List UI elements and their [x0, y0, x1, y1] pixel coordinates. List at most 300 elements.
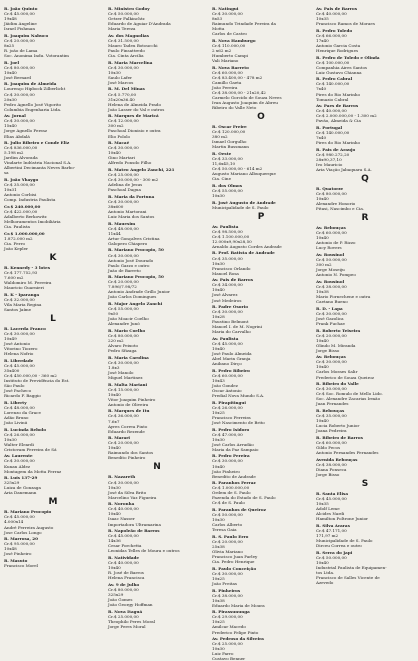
- entry-line: Cr.$ 25.000,00: [108, 172, 139, 178]
- entry-line: Cr.$ 30.000,00: [108, 145, 139, 151]
- entry-address: R. Marrosa, 20: [4, 536, 38, 542]
- entry-line: Cr.$ 45.000,00: [4, 362, 35, 368]
- section-letter-heading: Q: [361, 174, 369, 185]
- listing-entry: [212, 124, 310, 149]
- listing-entry: [212, 65, 310, 110]
- entry-line: Cr.$ 80.000,00: [316, 191, 347, 197]
- entry-line: Lourenço Hipbock Zilberlicht: [4, 86, 66, 92]
- entry-line: Cristovam Ferreira de Sá: [4, 446, 57, 452]
- entry-line: Maria do Carvalho: [212, 329, 251, 335]
- entry-address: R. Prof. Batista de Andrade: [212, 250, 275, 256]
- entry-line: Cr.$ 30.000,00: [316, 386, 347, 392]
- entry-line: Paulo Finsattredo: [108, 47, 145, 53]
- entry-address: R. Luís 137-29: [4, 475, 38, 481]
- entry-line: Luiz Gustavo Chianna: [316, 69, 362, 75]
- entry-line: Melhoramentos Imobiliária: [4, 219, 61, 225]
- entry-line: Carlos Alberto: [212, 522, 243, 528]
- entry-line: 10x40: [316, 235, 329, 241]
- entry-line: Cr.$ 80.000,00: [4, 64, 35, 70]
- entry-line: Cr.$ 40.000,00: [316, 11, 347, 17]
- entry-line: Cr.$ 40.000,00: [108, 560, 139, 566]
- listing-entry: [4, 140, 102, 175]
- entry-line: Jose Carlos Longo: [4, 529, 42, 535]
- entry-line: Mauro Tadeu Botoucchi: [108, 42, 158, 48]
- entry-line: Cr.$ de S. Paulo: [212, 500, 245, 506]
- entry-line: Mario Fornechene e outra: [316, 294, 371, 300]
- listing-entry: [108, 328, 206, 353]
- entry-line: 11x44: [108, 230, 121, 236]
- entry-line: Alvaro Peixoto: [108, 343, 138, 349]
- entry-line: Cia. Cine: [212, 176, 231, 182]
- listing-entry: [4, 204, 102, 229]
- entry-line: Francisco Ferreira: [212, 414, 251, 420]
- entry-line: Cr.$ 34.000,00: [212, 282, 243, 288]
- entry-line: Antonio Corbisi: [4, 192, 37, 198]
- entry-line: Eduardo Rezende: [108, 428, 145, 434]
- entry-line: Antonio Andrade Grillo Junior: [108, 289, 170, 295]
- entry-line: Kunan Aldez: [4, 463, 31, 469]
- listing-entry: [4, 292, 102, 312]
- listing-entry: [108, 555, 206, 580]
- entry-line: Cr.$ 5.770,00: [108, 91, 137, 97]
- entry-line: Adalberto Berkowitz: [4, 213, 47, 219]
- entry-address: R. Paranhos de Queiroz: [212, 507, 266, 513]
- entry-line: Cr.$ 48.000,00: [108, 225, 139, 231]
- entry-line: Pires do Rio Marinho: [316, 140, 361, 146]
- entry-line: Luiz Farro: [212, 651, 234, 657]
- entry-address: R. Santa Elisa: [316, 490, 348, 496]
- entry-address: R. Liberdade: [4, 357, 34, 363]
- listing-entry: [316, 328, 414, 353]
- entry-line: Helena Francisca: [108, 575, 145, 581]
- section-letter-heading: R: [361, 213, 369, 224]
- entry-line: R. joão de Lama: [4, 47, 38, 53]
- entry-line: 10x40: [316, 559, 329, 565]
- listing-entry: [108, 113, 206, 138]
- entry-line: Arnaldo Augusto Cordes Andrade: [212, 243, 282, 249]
- entry-line: Paschoal Dagua: [108, 187, 141, 193]
- listing-entry: [316, 55, 414, 75]
- entry-line: Francisco Ramos de Moraes: [316, 21, 375, 27]
- listing-entry: [212, 427, 310, 452]
- entry-line: Companhia Aires Santos: [316, 64, 368, 70]
- entry-line: João Gomes: [108, 596, 133, 602]
- entry-address: R. Mario Coelho: [108, 327, 146, 333]
- entry-line: 10x40: [212, 287, 225, 293]
- entry-line: Teresa Gaia: [212, 527, 237, 533]
- entry-address: Av. Pais de Barros: [316, 6, 358, 11]
- entry-address: Av. Laurente: [4, 453, 33, 459]
- entry-line: Albertini Decimanta Neves Barbo-: [4, 165, 76, 171]
- entry-line: Jorge Peres Moral: [108, 623, 146, 629]
- entry-line: Cr.$ 30.000,00: [108, 198, 139, 204]
- entry-line: 10x30: [212, 646, 225, 652]
- entry-line: Cia. Cinta Arcilia: [108, 53, 144, 59]
- entry-line: Vali Mariano: [212, 58, 239, 64]
- entry-line: Humberto Campi: [212, 53, 248, 59]
- entry-address: R. Napoleão de Barros: [108, 528, 160, 534]
- entry-line: Helena de Almeida Prado: [108, 101, 161, 107]
- listing-entry: [212, 336, 310, 366]
- entry-line: Jorge Bisso: [316, 347, 340, 353]
- entry-line: Isaac Nasser: [108, 516, 135, 522]
- listing-entry: [4, 326, 102, 356]
- entry-line: João Pinheiro: [212, 468, 240, 474]
- entry-address: R. Mariano Procopio, 50: [108, 274, 164, 280]
- entry-line: Frank Fuchae: [316, 320, 345, 326]
- entry-line: 10x35: [316, 500, 329, 506]
- listing-entry: [108, 167, 206, 192]
- entry-line: Custavo Benner: [212, 656, 246, 661]
- entry-line: Cr.$ 31.500,00: [108, 37, 139, 43]
- section-letter-heading: L: [50, 313, 56, 324]
- entry-address: R. Natingui: [212, 6, 239, 11]
- entry-address: R. Masuto: [4, 558, 28, 563]
- listing-entry: [108, 194, 206, 219]
- entry-line: Cr.$ 33.000,00: [212, 156, 243, 161]
- entry-line: José Gazolica: [316, 315, 344, 321]
- listing-entry: [316, 457, 414, 477]
- entry-line: José Nascimento de Brito: [212, 419, 265, 425]
- entry-line: 8x53: [212, 16, 223, 22]
- entry-line: Cr.$ 95.000,00: [4, 541, 35, 547]
- entry-address: R. Kennedy - 3 lotes: [4, 264, 51, 270]
- entry-line: Jardim Alvorada: [4, 155, 38, 161]
- listing-entry: [212, 400, 310, 425]
- entry-line: 20x30: [4, 96, 17, 102]
- entry-line: Augusto Mariano Albuquerque: [212, 171, 276, 177]
- entry-line: André Ferreira Augusto: [4, 524, 54, 530]
- entry-line: 10x48: [4, 546, 17, 552]
- entry-line: José Marcos: [108, 79, 134, 85]
- entry-line: Maria da Paz Sampaio: [212, 446, 259, 452]
- column-3: [212, 6, 310, 661]
- entry-address: R. Mariano Procopio: [4, 509, 52, 515]
- listing-entry: [108, 582, 206, 607]
- listing-entry: [4, 81, 102, 111]
- entry-line: Cr.$ 422.000,00: [4, 208, 38, 214]
- entry-address: R. Noronha: [108, 501, 135, 507]
- entry-line: Cr.$ 80.000,00: [108, 586, 139, 592]
- entry-address: R. Malta Mariani: [108, 381, 148, 387]
- entry-line: Cr.$ 25.000,00: [212, 641, 243, 647]
- entry-line: Cr.$ 20.000,00: [108, 279, 139, 285]
- entry-line: Olivia Mariano: [212, 549, 243, 555]
- entry-line: Galopero Chiapero: [108, 240, 148, 246]
- entry-address: Av. Pedroso da Silveira: [212, 636, 264, 642]
- entry-line: José Paulo Almeida: [212, 351, 252, 357]
- entry-line: João Kepler: [4, 245, 28, 251]
- entry-line: São Paulo: [4, 383, 25, 389]
- entry-line: 10x38: [316, 289, 329, 294]
- entry-line: Cr.$ 1.000.000,00: [212, 485, 250, 491]
- listing-entry: [108, 86, 206, 111]
- listing-entry: [4, 558, 102, 568]
- entry-address: R. Julio Ribeiro e Conde Eliz: [4, 140, 70, 146]
- entry-line: Diana Fonseca: [316, 466, 347, 472]
- entry-line: Motta: [212, 26, 225, 32]
- entry-address: R. Nova Hamburgo: [212, 37, 256, 43]
- entry-address: R. Maria Carolina: [108, 354, 149, 360]
- entry-line: Cr.$ 100.000,00: [316, 59, 350, 65]
- entry-line: Walter Eleardi: [4, 441, 34, 447]
- entry-line: 325x29: [108, 591, 124, 597]
- listing-entry: [108, 355, 206, 380]
- entry-line: Santos Jaíme: [4, 306, 32, 312]
- listing-entry: [4, 536, 102, 556]
- entry-line: Cr.$ 177.752,93: [4, 269, 38, 275]
- entry-line: 5.198 m2: [4, 150, 24, 156]
- entry-line: 380 m2: [212, 134, 228, 140]
- entry-line: 14x36: [108, 538, 121, 544]
- entry-line: 15x40: [4, 123, 17, 129]
- entry-line: Antonio de P. Rizzo: [316, 240, 356, 246]
- entry-line: Benedito Pinheiro: [108, 455, 146, 461]
- entry-address: R. Pedro Toledo: [316, 27, 353, 33]
- entry-line: Cr.$ 30.000,00: [108, 64, 139, 70]
- entry-line: Carmelo Gorcido de Souza Neves: [212, 94, 282, 100]
- entry-line: Cr.$ 30.000,00: [4, 330, 35, 336]
- listing-entry: [4, 265, 102, 290]
- entry-line: José Manolo: [108, 369, 134, 375]
- entry-line: Faustino Belmont: [212, 319, 249, 325]
- entry-line: João Gondez: [212, 383, 238, 389]
- entry-line: José Pinheiro: [4, 551, 32, 557]
- listing-entry: [108, 221, 206, 246]
- entry-line: Pitasi, Nascimbo e Cia.: [316, 206, 365, 212]
- entry-line: Antonio Martorani: [108, 208, 147, 214]
- entry-line: 10x40: [108, 511, 121, 517]
- listing-entry: [212, 6, 310, 36]
- entry-line: Raimundo Trindade Pereira da: [212, 21, 276, 27]
- listing-entry: [108, 6, 206, 31]
- entry-line: Paschoal Dionisio e outra: [108, 128, 161, 134]
- entry-line: sa: [4, 170, 9, 176]
- entry-line: Cr.$ 83.400,00 - 478 m2: [212, 74, 263, 80]
- entry-address: Cr.$ 240.000,00: [4, 203, 41, 209]
- entry-line: 10x35: [316, 16, 329, 22]
- section-letter-heading: N: [153, 462, 161, 473]
- entry-line: Henrique Rodrigues: [316, 47, 359, 53]
- entry-line: tos Ltda.: [316, 569, 335, 575]
- entry-line: 10x30: [212, 517, 225, 523]
- entry-line: 28x90,37,10: [316, 156, 342, 162]
- entry-line: Pires do Rio Marinho: [316, 91, 361, 97]
- column-1: [4, 6, 102, 569]
- entry-line: 4.000x14: [4, 519, 24, 525]
- entry-line: Gildo Pecos: [316, 444, 341, 450]
- entry-address: R. Pedro Pereira: [212, 453, 250, 459]
- listing-entry: [316, 103, 414, 123]
- listing-entry: [4, 33, 102, 58]
- entry-line: João Georgy Hoffman: [108, 601, 153, 607]
- entry-address: Av. Paulista: [212, 336, 239, 342]
- listing-entry: [4, 231, 102, 251]
- entry-line: Cr.$ 30.000,00: [4, 91, 35, 97]
- entry-line: 8x25: [4, 42, 15, 48]
- entry-line: Lorenzo da Grace: [4, 409, 41, 415]
- listing-entry: [212, 507, 310, 532]
- listing-entry: [4, 358, 102, 398]
- listing-entry: [212, 277, 310, 302]
- entry-line: Maria Tereza: [108, 26, 136, 32]
- entry-address: R. Maria Marcelina: [108, 59, 153, 65]
- entry-address: R. Quatorze: [316, 186, 344, 192]
- entry-line: Cr.$ 45.000,00: [316, 495, 347, 501]
- entry-line: Cr.$ 50.000,00: [316, 257, 347, 263]
- entry-line: Instituto de Previdência do Est.: [4, 377, 70, 383]
- entry-line: 12.000x9,90x28,50: [212, 238, 252, 244]
- entry-line: José Alvarez: [212, 292, 238, 298]
- entry-line: Cr.$ 26.000,00: [212, 404, 243, 410]
- entry-address: R. Ribeiro de Barros: [316, 434, 363, 440]
- entry-line: 17x40: [316, 37, 329, 43]
- entry-line: Cr.$ 36.000,00: [108, 413, 139, 419]
- entry-address: R. João Yhaygo: [4, 177, 39, 183]
- entry-line: Frederico de Souza Queiroz: [316, 374, 375, 380]
- entry-line: João Pereira: [212, 84, 238, 90]
- entry-line: Jáidim Angeline: [4, 21, 37, 27]
- entry-line: Benedito de Andrade: [212, 473, 256, 479]
- entry-line: 7x40: [316, 135, 327, 141]
- entry-line: 19x48: [4, 16, 17, 22]
- entry-line: Importadora Ultramarina: [108, 521, 161, 527]
- entry-address: R. Pedro de Toledo e Olinda: [316, 54, 380, 60]
- entry-line: Cr.$ 30.000,00: [212, 11, 243, 17]
- listing-entry: [316, 354, 414, 379]
- entry-line: Luiz Maria dos Santos: [108, 213, 155, 219]
- entry-line: Francisco Morel: [4, 563, 38, 569]
- listing-entry: [212, 183, 310, 198]
- entry-line: Cr.$ 50.000,00 - 614 m2: [212, 166, 263, 172]
- entry-address: Av. Jornal: [4, 113, 26, 119]
- listing-entry: [108, 60, 206, 85]
- listing-entry: [108, 474, 206, 499]
- entry-line: Cr.$ 450.000,00 - 360 m2: [4, 372, 57, 378]
- entry-line: Juão de Barreto: [108, 267, 141, 273]
- entry-line: Ismael Gorgulho: [212, 139, 247, 145]
- entry-line: Cr.$ 30.000,00: [212, 309, 243, 315]
- entry-line: 9x50: [108, 311, 119, 317]
- listing-entry: [212, 609, 310, 634]
- entry-line: Cr.$ 30.000,00: [316, 310, 347, 316]
- entry-line: 10x40: [212, 346, 225, 352]
- entry-line: 10x30: [212, 436, 225, 442]
- entry-address: Av. dos Magnolias: [108, 32, 149, 38]
- entry-line: Cr.$ 40.000,00: [108, 506, 139, 512]
- listing-entry: [4, 60, 102, 80]
- listing-entry: [316, 186, 414, 211]
- entry-address: R. João Quinto: [4, 6, 38, 11]
- entry-line: Alexandre Honorio: [316, 201, 356, 207]
- entry-line: Cr.$ 80.000,00: [108, 332, 139, 338]
- listing-entry: [108, 301, 206, 326]
- entry-line: Manoel Rosa: [212, 270, 239, 276]
- entry-line: Cr.$ 140.000,00: [316, 81, 350, 87]
- entry-address: R. Mateo Angelo Zanchi, 221: [108, 166, 175, 172]
- entry-line: Carlos de Castro: [212, 31, 247, 37]
- entry-line: Antonio José Dourado: [108, 257, 154, 263]
- entry-line: Comp. Industria Paulista: [4, 197, 56, 203]
- entry-line: Cr.$ 1.100.000,00: [212, 233, 250, 239]
- entry-address: R. Nazareth: [108, 474, 136, 480]
- entry-line: 7x40: [316, 86, 327, 92]
- entry-address: R. Ministro Godoy: [108, 6, 150, 11]
- entry-address: R. Mauesim: [108, 220, 136, 226]
- listing-entry: [212, 38, 310, 63]
- entry-line: 10x25: [212, 409, 225, 415]
- listing-entry: [316, 225, 414, 250]
- entry-line: Francisco Juan Parley: [212, 554, 258, 560]
- entry-line: Cia. Pedro Henrique: [212, 559, 255, 565]
- listing-entry: [316, 279, 414, 304]
- listing-entry: [108, 33, 206, 58]
- entry-line: Miguel Martinez: [108, 374, 143, 380]
- entry-line: Cr.$ 55.000,00: [212, 187, 243, 193]
- entry-line: 7.600 m2: [4, 275, 24, 280]
- entry-address: R. Pedro Isidoro: [212, 426, 250, 432]
- entry-line: João Livinú: [4, 419, 28, 425]
- entry-line: Leonidas Telles de Moura e outros: [108, 548, 180, 554]
- listing-entry: [108, 408, 206, 433]
- entry-line: 10x43: [212, 377, 225, 383]
- entry-address: R. Natividade: [108, 554, 140, 560]
- entry-line: Cia. Ferro: [4, 240, 25, 246]
- entry-line: Martin Bussmann: [212, 144, 249, 150]
- listing-entry: [108, 435, 206, 460]
- entry-address: R. S. Paulo Erro: [212, 533, 249, 539]
- entry-address: Av. Paulista: [212, 223, 239, 229]
- entry-line: Getzer Falkinchtz: [108, 16, 145, 22]
- entry-line: Lucia Roberto Junior: [316, 423, 360, 429]
- entry-address: R. M. Del Minas: [108, 86, 145, 92]
- entry-line: Juan Fernandes: [316, 401, 349, 407]
- listing-entry: [4, 400, 102, 425]
- entry-line: Ivan Augusto Joaquim de Abreu: [212, 100, 278, 106]
- entry-line: Aria Viação Jabaquara S.A.: [316, 166, 372, 172]
- entry-line: Frederico Felipe Pinto: [212, 629, 259, 635]
- entry-address: Cr.$ 1.000.000,00: [4, 230, 45, 236]
- entry-line: Azevedo: [316, 579, 334, 585]
- listing-entry: [212, 566, 310, 586]
- entry-address: R. Pirassununga: [212, 609, 250, 615]
- entry-line: 10x38: [212, 597, 225, 603]
- entry-line: Cr.$ 50.000,00: [316, 554, 347, 560]
- listing-entry: [108, 501, 206, 526]
- entry-line: Luiza de Gonzaga: [4, 485, 41, 491]
- entry-address: Av. 9 de Julho: [108, 581, 140, 587]
- entry-line: Amilcar Macedo: [212, 624, 246, 630]
- entry-line: Cr.$ 98.500,00: [212, 228, 243, 234]
- entry-line: 10x30: [212, 260, 225, 266]
- entry-address: R. José Augusto de Andrade: [212, 199, 276, 205]
- entry-line: 10x40: [108, 150, 121, 156]
- entry-line: Cr.$ 110.000,00: [212, 42, 246, 48]
- entry-line: Cr.$ 20.000,00: [4, 37, 35, 43]
- listing-entry: [212, 200, 310, 210]
- entry-line: Cr.$ 30.000,00: [108, 252, 139, 258]
- entry-line: Tomazio Cabral: [316, 96, 349, 102]
- listing-entry: [4, 453, 102, 473]
- entry-address: R. Lacerda Franco: [4, 325, 46, 331]
- entry-line: Cr.$ 47.171,00: [316, 527, 347, 533]
- entry-line: Adolf Leme: [316, 505, 340, 511]
- entry-address: R. Serra do Japi: [316, 549, 353, 555]
- entry-line: Cr.$ 20.000,00: [212, 538, 243, 544]
- entry-line: Cr.$ 25.000,00: [108, 613, 139, 619]
- entry-address: R. Joel: [4, 59, 20, 65]
- entry-line: José Pacheco: [4, 388, 32, 394]
